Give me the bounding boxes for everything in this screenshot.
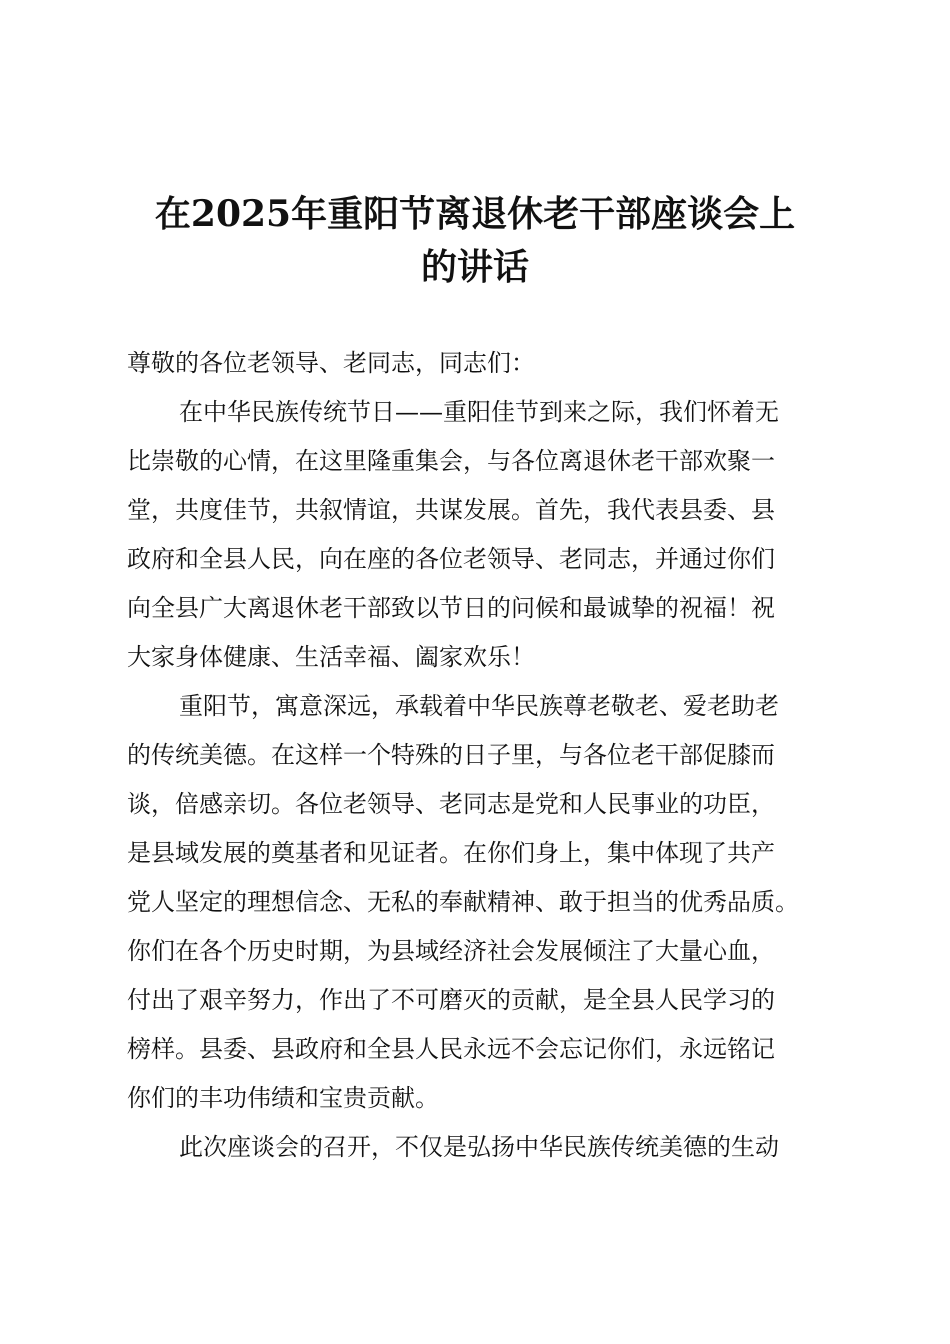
paragraph-line: 向全县广大离退休老干部致以节日的问候和最诚挚的祝福！祝 xyxy=(127,594,775,622)
paragraph-line: 此次座谈会的召开，不仅是弘扬中华民族传统美德的生动 xyxy=(179,1133,779,1161)
paragraph-line: 在中华民族传统节日——重阳佳节到来之际，我们怀着无 xyxy=(179,398,779,426)
paragraph-line: 付出了艰辛努力，作出了不可磨灭的贡献，是全县人民学习的 xyxy=(127,986,775,1014)
paragraph-line: 你们在各个历史时期，为县域经济社会发展倾注了大量心血， xyxy=(127,937,775,965)
paragraph-line: 你们的丰功伟绩和宝贵贡献。 xyxy=(127,1084,439,1112)
paragraph-1 xyxy=(127,388,827,682)
salutation: 尊敬的各位老领导、老同志，同志们： xyxy=(127,349,535,377)
paragraph-2 xyxy=(127,682,827,1123)
document-title xyxy=(110,188,840,294)
paragraph-line: 是县域发展的奠基者和见证者。在你们身上，集中体现了共产 xyxy=(127,839,775,867)
paragraph-line: 榜样。县委、县政府和全县人民永远不会忘记你们，永远铭记 xyxy=(127,1035,775,1063)
paragraph-line: 党人坚定的理想信念、无私的奉献精神、敢于担当的优秀品质。 xyxy=(127,888,799,916)
paragraph-line: 大家身体健康、生活幸福、阖家欢乐！ xyxy=(127,643,535,671)
paragraph-line: 比崇敬的心情，在这里隆重集会，与各位离退休老干部欢聚一 xyxy=(127,447,775,475)
paragraph-line: 的传统美德。在这样一个特殊的日子里，与各位老干部促膝而 xyxy=(127,741,775,769)
paragraph-line: 政府和全县人民，向在座的各位老领导、老同志，并通过你们 xyxy=(127,545,775,573)
document-body xyxy=(127,339,827,1172)
paragraph-line: 重阳节，寓意深远，承载着中华民族尊老敬老、爱老助老 xyxy=(179,692,779,720)
title-line: 在2025年重阳节离退休老干部座谈会上 xyxy=(154,193,796,235)
title-line: 的讲话 xyxy=(420,246,529,288)
paragraph-3 xyxy=(127,1123,827,1172)
paragraph-line: 谈，倍感亲切。各位老领导、老同志是党和人民事业的功臣， xyxy=(127,790,775,818)
paragraph-line: 堂，共度佳节，共叙情谊，共谋发展。首先，我代表县委、县 xyxy=(127,496,775,524)
